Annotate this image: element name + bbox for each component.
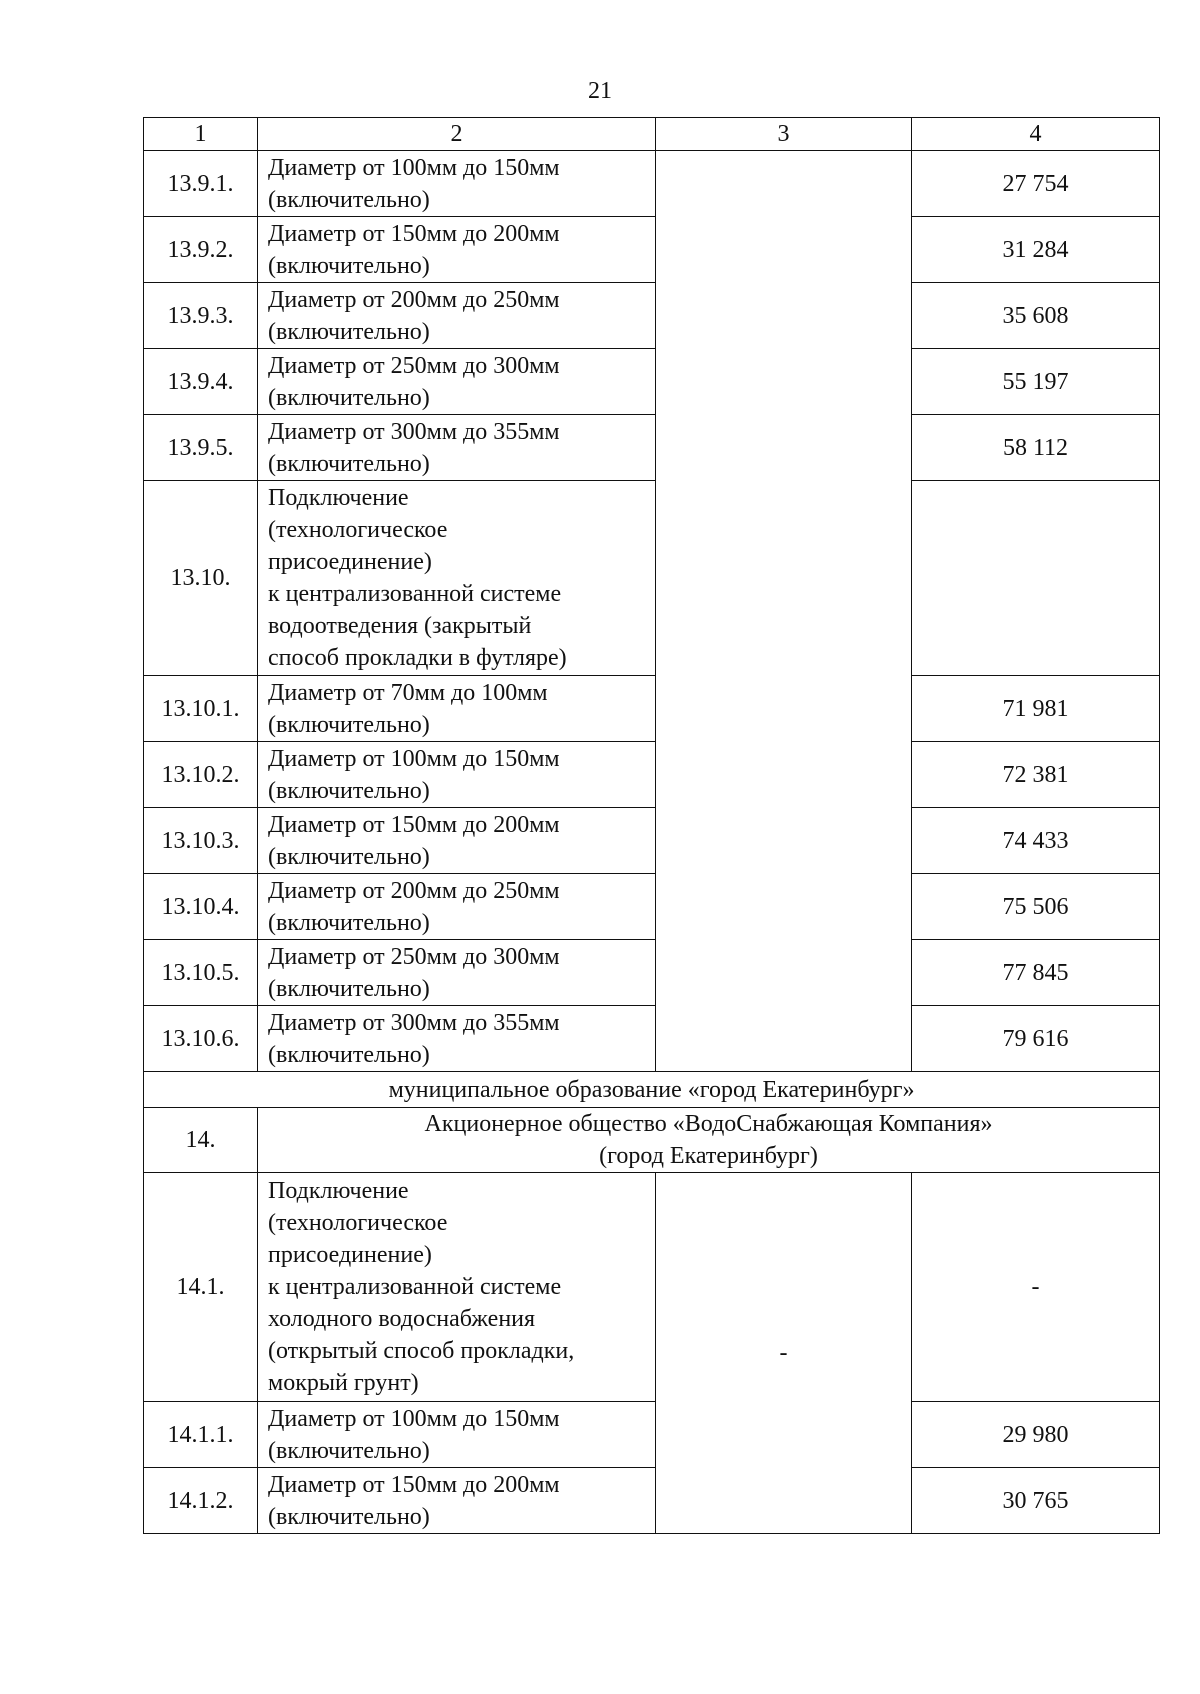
section-title-row (144, 1072, 1160, 1108)
table-row (144, 742, 1160, 808)
header-col-2: 2 (258, 118, 656, 151)
row-number: 13.10.2. (144, 742, 258, 808)
row-value: 31 284 (912, 217, 1160, 283)
row-number: 13.9.1. (144, 151, 258, 217)
row-number: 13.10.1. (144, 676, 258, 742)
row-description: Диаметр от 100мм до 150мм (включительно) (258, 742, 656, 808)
row-value: 29 980 (912, 1402, 1160, 1468)
row-value: 71 981 (912, 676, 1160, 742)
table-row (144, 283, 1160, 349)
header-col-1: 1 (144, 118, 258, 151)
row-number: 14.1. (144, 1173, 258, 1402)
row-description: Диаметр от 300мм до 355мм (включительно) (258, 415, 656, 481)
table-row (144, 808, 1160, 874)
row-description: Диаметр от 100мм до 150мм (включительно) (258, 1402, 656, 1468)
row-description: Диаметр от 250мм до 300мм (включительно) (258, 349, 656, 415)
row-description: Диаметр от 100мм до 150мм (включительно) (258, 151, 656, 217)
row-number: 13.10.3. (144, 808, 258, 874)
table-row (144, 349, 1160, 415)
row-description: Диаметр от 150мм до 200мм (включительно) (258, 1468, 656, 1534)
table-row (144, 874, 1160, 940)
row-description: Диаметр от 150мм до 200мм (включительно) (258, 808, 656, 874)
row-description: Диаметр от 200мм до 250мм (включительно) (258, 283, 656, 349)
organization-row (144, 1108, 1160, 1173)
row-value: 72 381 (912, 742, 1160, 808)
row-value: - (912, 1173, 1160, 1402)
tariff-table (143, 117, 1160, 1072)
row-number: 13.10.6. (144, 1006, 258, 1072)
table-row (144, 151, 1160, 217)
table-row (144, 676, 1160, 742)
table-row (144, 1468, 1160, 1534)
row-description: Диаметр от 70мм до 100мм (включительно) (258, 676, 656, 742)
column-3-dash: - (656, 1173, 912, 1534)
row-number: 13.9.4. (144, 349, 258, 415)
row-number: 13.9.2. (144, 217, 258, 283)
column-3-merged-cell (656, 151, 912, 1072)
row-description: Диаметр от 150мм до 200мм (включительно) (258, 217, 656, 283)
row-value: 75 506 (912, 874, 1160, 940)
header-col-4: 4 (912, 118, 1160, 151)
row-value: 35 608 (912, 283, 1160, 349)
table-row (144, 1173, 1160, 1402)
row-value: 79 616 (912, 1006, 1160, 1072)
row-value: 77 845 (912, 940, 1160, 1006)
row-value: 30 765 (912, 1468, 1160, 1534)
section-title: муниципальное образование «город Екатеринбург» (144, 1072, 1160, 1108)
header-row (144, 118, 1160, 151)
row-description: Подключение (технологическое присоединение) к централизованной системе водоотведения (закрытый способ прокладки в футляре) (258, 481, 656, 676)
row-value: 27 754 (912, 151, 1160, 217)
table-row (144, 481, 1160, 676)
table-row (144, 1006, 1160, 1072)
organization-name: Акционерное общество «ВодоСнабжающая Компания» (город Екатеринбург) (258, 1108, 1160, 1173)
row-number: 14.1.1. (144, 1402, 258, 1468)
row-value: 74 433 (912, 808, 1160, 874)
row-number: 13.10.4. (144, 874, 258, 940)
tariff-table-continued (143, 1071, 1160, 1534)
table-row (144, 1402, 1160, 1468)
table-row (144, 217, 1160, 283)
header-col-3: 3 (656, 118, 912, 151)
row-number: 13.10.5. (144, 940, 258, 1006)
table-row (144, 940, 1160, 1006)
row-description: Диаметр от 300мм до 355мм (включительно) (258, 1006, 656, 1072)
row-description: Диаметр от 250мм до 300мм (включительно) (258, 940, 656, 1006)
row-description: Диаметр от 200мм до 250мм (включительно) (258, 874, 656, 940)
row-value: 58 112 (912, 415, 1160, 481)
row-number: 13.10. (144, 481, 258, 676)
row-value (912, 481, 1160, 676)
row-description: Подключение (технологическое присоединение) к централизованной системе холодного водоснабжения (открытый способ прокладки, мокрый грунт) (258, 1173, 656, 1402)
organization-number: 14. (144, 1108, 258, 1173)
table-row (144, 415, 1160, 481)
row-number: 13.9.5. (144, 415, 258, 481)
row-number: 14.1.2. (144, 1468, 258, 1534)
row-value: 55 197 (912, 349, 1160, 415)
row-number: 13.9.3. (144, 283, 258, 349)
page-number: 21 (588, 78, 612, 104)
